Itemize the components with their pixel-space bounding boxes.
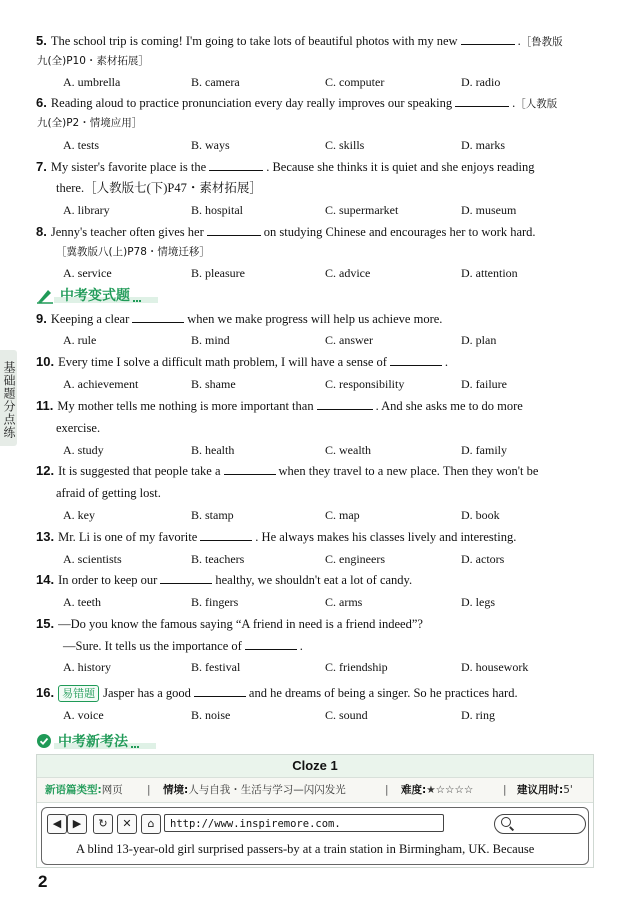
cloze-meta-bar	[37, 777, 593, 803]
answer-blank[interactable]	[224, 464, 276, 475]
option-b[interactable]: B. mind	[191, 333, 230, 347]
options-8	[63, 263, 563, 283]
meta-separator: |	[503, 784, 507, 796]
option-a[interactable]: A. scientists	[63, 552, 122, 566]
answer-blank[interactable]	[317, 399, 373, 410]
option-c[interactable]: C. friendship	[325, 660, 388, 674]
options-13	[63, 549, 563, 569]
question-text: Mr. Li is one of my favorite	[58, 530, 198, 544]
options-9	[63, 330, 563, 350]
options-16	[63, 705, 563, 725]
question-5: 5. The school trip is coming! I'm going to take lots of beautiful photos with my new .［鲁教版	[36, 33, 563, 48]
meta-type: 新语篇类型:网页	[45, 784, 123, 796]
question-number: 16.	[36, 685, 55, 700]
source-note: ［鲁教版	[520, 36, 563, 48]
answer-blank[interactable]	[194, 686, 246, 697]
question-number: 13.	[36, 529, 55, 544]
meta-separator: |	[385, 784, 389, 796]
option-b[interactable]: B. shame	[191, 377, 236, 391]
answer-blank[interactable]	[200, 530, 252, 541]
browser-frame	[41, 807, 589, 865]
option-b[interactable]: B. fingers	[191, 595, 239, 609]
dots-decoration	[131, 744, 139, 748]
question-11: 11. My mother tells me nothing is more important than . And she asks me to do more	[36, 398, 523, 413]
option-c[interactable]: C. supermarket	[325, 203, 399, 217]
section-title: 中考新考法	[58, 734, 128, 750]
option-c[interactable]: C. sound	[325, 708, 368, 722]
option-c[interactable]: C. arms	[325, 595, 363, 609]
question-text: Jasper has a good	[103, 686, 191, 700]
options-7	[63, 200, 563, 220]
source-note: ［冀教版八(上)P78・情境迁移］	[56, 246, 210, 258]
question-text: Reading aloud to practice pronunciation every day really improves our speaking	[50, 96, 453, 110]
source-note: 九(全)P10・素材拓展］	[37, 55, 149, 67]
answer-blank[interactable]	[390, 355, 442, 366]
option-c[interactable]: C. wealth	[325, 443, 371, 457]
question-12: 12. It is suggested that people take a when they travel to a new place. Then they won't be	[36, 463, 539, 478]
pen-icon	[36, 286, 54, 304]
option-a[interactable]: A. history	[63, 660, 111, 674]
question-7-continued: there.［人教版七(下)P47・素材拓展］	[56, 181, 262, 195]
option-d[interactable]: D. attention	[461, 266, 518, 280]
forward-arrow-icon[interactable]: ▶	[67, 814, 87, 834]
option-d[interactable]: D. failure	[461, 377, 507, 391]
question-8: 8. Jenny's teacher often gives her on studying Chinese and encourages her to work hard.	[36, 224, 536, 239]
meta-separator: |	[147, 784, 151, 796]
option-c[interactable]: C. map	[325, 508, 360, 522]
option-d[interactable]: D. plan	[461, 333, 497, 347]
question-number: 10.	[36, 354, 55, 369]
options-15	[63, 657, 563, 677]
back-arrow-icon[interactable]: ◀	[47, 814, 67, 834]
question-number: 15.	[36, 616, 55, 631]
section-title: 中考变式题	[60, 288, 130, 304]
option-b[interactable]: B. health	[191, 443, 235, 457]
option-a[interactable]: A. umbrella	[63, 75, 121, 89]
option-b[interactable]: B. festival	[191, 660, 241, 674]
source-note: 九(全)P2・情境应用］	[37, 117, 143, 129]
question-number: 5.	[36, 33, 47, 48]
question-7: 7. My sister's favorite place is the . Because she thinks it is quiet and she enjoys reading	[36, 159, 535, 174]
question-15	[36, 614, 423, 634]
option-d[interactable]: D. radio	[461, 75, 501, 89]
question-text: It is suggested that people take a	[58, 464, 221, 478]
options-11	[63, 440, 563, 460]
option-a[interactable]: A. voice	[63, 708, 104, 722]
option-a[interactable]: A. achievement	[63, 377, 139, 391]
question-13: 13. Mr. Li is one of my favorite . He always makes his classes lively and interesting.	[36, 529, 517, 544]
question-14: 14. In order to keep our healthy, we shouldn't eat a lot of candy.	[36, 572, 413, 587]
option-a[interactable]: A. service	[63, 266, 112, 280]
answer-blank[interactable]	[207, 225, 261, 236]
options-5	[63, 72, 563, 92]
answer-blank[interactable]	[245, 639, 297, 650]
options-6	[63, 135, 563, 155]
option-b[interactable]: B. ways	[191, 138, 230, 152]
option-c[interactable]: C. answer	[325, 333, 373, 347]
question-text: My mother tells me nothing is more important than	[57, 399, 314, 413]
meta-context: 情境:人与自我・生活与学习—闪闪发光	[163, 784, 346, 796]
search-box[interactable]	[494, 814, 586, 834]
home-icon[interactable]: ⌂	[141, 814, 161, 834]
section-heading-variant	[36, 284, 141, 306]
option-b[interactable]: B. teachers	[191, 552, 245, 566]
question-text: The school trip is coming! I'm going to take lots of beautiful photos with my new	[50, 34, 458, 48]
option-d[interactable]: D. ring	[461, 708, 495, 722]
answer-blank[interactable]	[132, 312, 184, 323]
option-a[interactable]: A. rule	[63, 333, 97, 347]
close-icon[interactable]: ✕	[117, 814, 137, 834]
option-d[interactable]: D. marks	[461, 138, 505, 152]
option-c[interactable]: C. responsibility	[325, 377, 405, 391]
question-number: 8.	[36, 224, 47, 239]
answer-blank[interactable]	[160, 573, 212, 584]
question-6: 6. Reading aloud to practice pronunciation every day really improves our speaking .［人教版	[36, 95, 558, 110]
section-heading-new-method	[36, 730, 139, 752]
question-number: 7.	[36, 159, 47, 174]
option-c[interactable]: C. engineers	[325, 552, 385, 566]
side-tab: 基础题分点练	[0, 350, 17, 446]
question-text: Keeping a clear	[50, 312, 130, 326]
cloze-title: Cloze 1	[37, 755, 593, 777]
cloze-panel	[36, 754, 594, 868]
question-12-continued: afraid of getting lost.	[56, 486, 161, 500]
question-15-reply: —Sure. It tells us the importance of .	[63, 639, 303, 653]
options-14	[63, 592, 563, 612]
refresh-icon[interactable]: ↻	[93, 814, 113, 834]
option-a[interactable]: A. key	[63, 508, 95, 522]
url-bar[interactable]: http://www.inspiremore.com.	[164, 814, 444, 832]
option-d[interactable]: D. museum	[461, 203, 517, 217]
question-11-continued: exercise.	[56, 421, 101, 435]
option-a[interactable]: A. tests	[63, 138, 99, 152]
option-b[interactable]: B. hospital	[191, 203, 244, 217]
option-b[interactable]: B. pleasure	[191, 266, 245, 280]
error-prone-tag: 易错题	[58, 685, 99, 702]
option-b[interactable]: B. camera	[191, 75, 240, 89]
question-16: 16. 易错题 Jasper has a good and he dreams of being a singer. So he practices hard.	[36, 685, 518, 700]
question-10: 10. Every time I solve a difficult math problem, I will have a sense of .	[36, 354, 449, 369]
option-d[interactable]: D. book	[461, 508, 500, 522]
option-c[interactable]: C. skills	[325, 138, 365, 152]
option-c[interactable]: C. computer	[325, 75, 385, 89]
meta-difficulty: 难度:★☆☆☆☆	[401, 784, 474, 796]
question-text: Jenny's teacher often gives her	[50, 225, 204, 239]
question-number: 12.	[36, 463, 55, 478]
question-number: 9.	[36, 311, 47, 326]
source-note: ［人教版	[515, 98, 558, 110]
option-a[interactable]: A. teeth	[63, 595, 101, 609]
option-c[interactable]: C. advice	[325, 266, 371, 280]
answer-blank[interactable]	[461, 34, 515, 45]
options-10	[63, 374, 563, 394]
question-number: 11.	[36, 398, 54, 413]
option-b[interactable]: B. stamp	[191, 508, 234, 522]
option-a[interactable]: A. library	[63, 203, 110, 217]
option-d[interactable]: D. housework	[461, 660, 529, 674]
question-text: My sister's favorite place is the	[50, 160, 207, 174]
question-text: Every time I solve a difficult math problem, I will have a sense of	[58, 355, 387, 369]
option-b[interactable]: B. noise	[191, 708, 231, 722]
option-d[interactable]: D. legs	[461, 595, 495, 609]
answer-blank[interactable]	[455, 96, 509, 107]
meta-time: 建议用时:5'	[517, 784, 573, 796]
page-number: 2	[38, 872, 48, 891]
passage-text: A blind 13-year-old girl surprised passers-by at a train station in Birmingham, UK. Because	[76, 842, 535, 856]
search-icon	[501, 817, 511, 827]
question-text: —Do you know the famous saying “A friend in need is a friend indeed”?	[58, 617, 423, 631]
question-9: 9. Keeping a clear when we make progress will help us achieve more.	[36, 311, 443, 326]
options-12	[63, 505, 563, 525]
check-badge-icon	[36, 733, 52, 749]
question-number: 6.	[36, 95, 47, 110]
answer-blank[interactable]	[209, 160, 263, 171]
dots-decoration	[133, 298, 141, 302]
question-text: In order to keep our	[58, 573, 158, 587]
option-d[interactable]: D. family	[461, 443, 507, 457]
option-d[interactable]: D. actors	[461, 552, 505, 566]
question-number: 14.	[36, 572, 55, 587]
option-a[interactable]: A. study	[63, 443, 104, 457]
